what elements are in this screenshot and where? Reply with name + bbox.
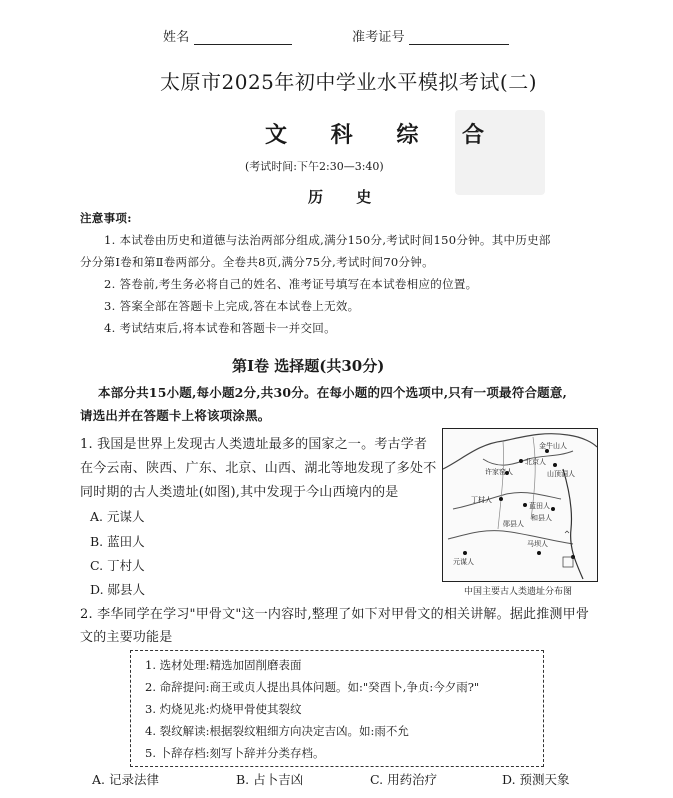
map-label: 丁村人 bbox=[471, 496, 492, 504]
q2-option-d: D. 预测天象 bbox=[502, 772, 570, 787]
notice-item: 3. 答案全部在答题卡上完成,答在本试卷上无效。 bbox=[104, 299, 360, 313]
notice-item: 分分第Ⅰ卷和第Ⅱ卷两部分。全卷共8页,满分75分,考试时间70分钟。 bbox=[80, 255, 434, 269]
map-figure bbox=[442, 428, 598, 582]
q2-box-line: 2. 命辞提问:商王或贞人提出具体问题。如:"癸酉卜,争贞:今夕雨?" bbox=[145, 680, 480, 694]
exam-title: 太原市2025年初中学业水平模拟考试(二) bbox=[160, 70, 538, 94]
id-blank bbox=[409, 44, 509, 45]
q2-box-line: 4. 裂纹解读:根据裂纹粗细方向决定吉凶。如:雨不允 bbox=[145, 724, 409, 738]
subject-title: 文 科 综 合 bbox=[265, 122, 502, 148]
part1-intro: 请选出并在答题卡上将该项涂黑。 bbox=[80, 408, 271, 423]
notice-heading: 注意事项: bbox=[80, 211, 132, 225]
map-label: 和县人 bbox=[531, 514, 552, 522]
name-field bbox=[163, 26, 292, 45]
q2-stem: 文的主要功能是 bbox=[80, 630, 173, 645]
map-label: 元谋人 bbox=[453, 558, 474, 566]
map-label: 蓝田人 bbox=[529, 502, 550, 510]
map-label: 郧县人 bbox=[503, 520, 524, 528]
map-label: 山顶洞人 bbox=[547, 470, 575, 478]
q1-stem: 同时期的古人类遗址(如图),其中发现于今山西境内的是 bbox=[80, 485, 399, 500]
q1-option-a: A. 元谋人 bbox=[90, 509, 145, 524]
q2-option-b: B. 占卜吉凶 bbox=[236, 772, 304, 787]
name-label: 姓名 bbox=[163, 30, 190, 45]
map-caption: 中国主要古人类遗址分布图 bbox=[464, 587, 573, 597]
part1-title: 第Ⅰ卷 选择题(共30分) bbox=[232, 357, 385, 375]
id-field bbox=[352, 26, 509, 45]
q1-option-d: D. 郧县人 bbox=[90, 582, 146, 597]
map-label: 许家窑人 bbox=[485, 468, 513, 476]
q2-material-box bbox=[130, 650, 544, 767]
notice-item: 4. 考试结束后,将本试卷和答题卡一并交回。 bbox=[104, 321, 336, 335]
notice-item: 2. 答卷前,考生务必将自己的姓名、准考证号填写在本试卷相应的位置。 bbox=[104, 277, 478, 291]
name-blank bbox=[194, 44, 292, 45]
section-title: 历 史 bbox=[308, 188, 386, 206]
part1-intro: 本部分共15小题,每小题2分,共30分。在每小题的四个选项中,只有一项最符合题意, bbox=[98, 385, 568, 400]
map-label: 马坝人 bbox=[527, 540, 548, 548]
id-label: 准考证号 bbox=[352, 30, 405, 45]
exam-time: (考试时间:下午2:30—3:40) bbox=[245, 160, 384, 173]
q1-stem: 在今云南、陕西、广东、北京、山西、湖北等地发现了多处不 bbox=[80, 461, 437, 476]
map-label: 北京人 bbox=[525, 458, 546, 466]
q1-option-b: B. 蓝田人 bbox=[90, 534, 145, 549]
q2-option-a: A. 记录法律 bbox=[92, 772, 159, 787]
q2-option-c: C. 用药治疗 bbox=[370, 772, 438, 787]
q1-option-c: C. 丁村人 bbox=[90, 558, 145, 573]
map-label: 金牛山人 bbox=[539, 442, 567, 450]
q1-stem: 1. 我国是世界上发现古人类遗址最多的国家之一。考古学者 bbox=[80, 437, 428, 452]
notice-item: 1. 本试卷由历史和道德与法治两部分组成,满分150分,考试时间150分钟。其中历史部 bbox=[104, 233, 551, 247]
q2-box-line: 5. 卜辞存档:刻写卜辞并分类存档。 bbox=[145, 746, 325, 760]
q2-stem: 2. 李华同学在学习"甲骨文"这一内容时,整理了如下对甲骨文的相关讲解。据此推测甲骨 bbox=[80, 607, 590, 622]
q2-box-line: 3. 灼烧见兆:灼烧甲骨使其裂纹 bbox=[145, 702, 302, 716]
q2-box-line: 1. 选材处理:精选加固削磨表面 bbox=[145, 658, 302, 672]
